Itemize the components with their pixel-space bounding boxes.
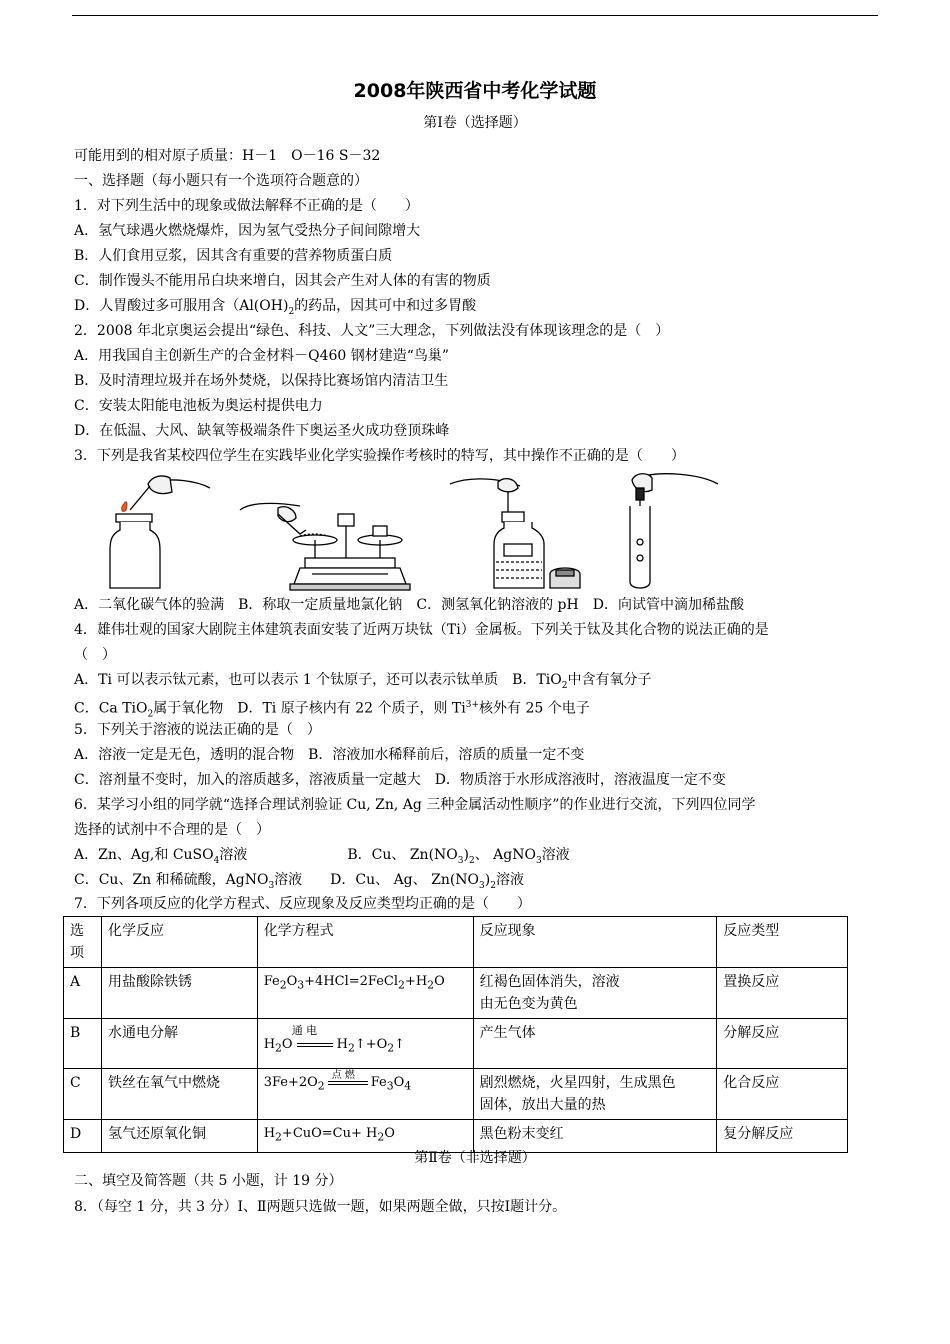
row-reaction: 水通电分解	[101, 1019, 257, 1069]
text: )	[484, 872, 491, 888]
text: H	[336, 1037, 348, 1052]
text: ↑	[394, 1037, 406, 1052]
row-option: A	[64, 968, 102, 1019]
condition-label: 点 燃	[331, 1069, 355, 1081]
table-header-row	[64, 917, 848, 968]
question-6: 6．某学习小组的同学就“选择合理试剂验证 Cu, Zn, Ag 三种金属活动性顺序”的作业进行交流，下列四位同学	[74, 797, 756, 813]
subscript: 3	[268, 880, 275, 891]
text: C．Ca TiO	[74, 700, 148, 717]
question-5: 5．下列关于溶液的说法正确的是（ ）	[74, 722, 321, 738]
table-row	[64, 1069, 848, 1120]
text: 项	[70, 945, 84, 961]
row-equation	[257, 1019, 473, 1069]
text: O	[384, 1126, 395, 1141]
row-phenomenon	[473, 968, 717, 1019]
weighing-nacl-figure	[240, 503, 410, 590]
subscript: 2	[387, 1041, 395, 1055]
text: C．Cu、Zn 和稀硫酸，AgNO	[74, 872, 269, 888]
row-type: 分解反应	[717, 1019, 848, 1069]
row-type: 置换反应	[717, 968, 848, 1019]
question-1: 1．对下列生活中的现象或做法解释不正确的是（ ）	[74, 198, 419, 214]
subscript: 2	[427, 978, 435, 992]
subscript: 3	[535, 855, 542, 866]
text: 的药品，因其可中和过多胃酸	[294, 298, 477, 314]
text: O	[393, 1075, 405, 1090]
equation-arrow	[328, 1069, 368, 1085]
section-one-heading: 一、选择题（每小题只有一个选项符合题意的）	[74, 173, 368, 189]
text: 溶液	[274, 872, 303, 888]
q2-option-c: C．安装太阳能电池板为奥运村提供电力	[74, 398, 323, 414]
text: 剧烈燃烧，火星四射，生成黑色	[479, 1075, 676, 1091]
subscript: 4	[213, 855, 220, 866]
text: +CuO=Cu+ H	[281, 1126, 378, 1141]
subscript: 3	[457, 855, 464, 866]
row-type: 复分解反应	[717, 1120, 848, 1153]
row-phenomenon	[473, 1069, 717, 1120]
superscript: 3+	[465, 700, 480, 710]
text: 溶液	[541, 847, 570, 863]
q1-option-a: A．氢气球遇火燃烧爆炸，因为氢气受热分子间间隙增大	[74, 223, 421, 239]
text: D．人胃酸过多可服用含（Al(OH)	[74, 298, 289, 314]
q2-option-b: B．及时清理垃圾并在场外焚烧，以保持比赛场馆内清洁卫生	[74, 373, 449, 389]
row-reaction: 氢气还原氧化铜	[101, 1120, 257, 1153]
subscript: 2	[398, 978, 405, 992]
q3-options: A．二氧化碳气体的验满 B．称取一定质量地氯化钠 C．测氢氧化钠溶液的 pH D．向试管中滴加稀盐酸	[74, 597, 744, 613]
text: +4HCl=2FeCl	[304, 974, 399, 989]
row-phenomenon: 黑色粉末变红	[473, 1120, 717, 1153]
equation-text	[264, 1036, 467, 1058]
row-equation	[257, 968, 473, 1019]
q4-options-cd	[74, 696, 590, 723]
subscript: 2	[275, 1130, 282, 1144]
text: 核外有 25 个电子	[479, 700, 590, 717]
text: 固体，放出大量的热	[479, 1097, 606, 1113]
q2-option-d: D．在低温、大风、缺氧等极端条件下奥运圣火成功登顶珠峰	[74, 423, 450, 439]
question-3: 3．下列是我省某校四位学生在实践毕业化学实验操作考核时的特写，其中操作不正确的是（ ）	[74, 448, 685, 464]
text: 3Fe+2O	[263, 1075, 318, 1090]
header-reaction: 化学反应	[101, 917, 257, 968]
text: 选	[70, 923, 84, 939]
text: )	[463, 847, 469, 863]
text: D．Cu、 Ag、 Zn(NO	[330, 872, 480, 888]
row-phenomenon: 产生气体	[473, 1019, 717, 1069]
header-option	[64, 917, 102, 968]
row-reaction: 铁丝在氧气中燃烧	[101, 1069, 257, 1120]
text: 红褐色固体消失，溶液	[479, 974, 620, 990]
section-two-heading: 二、填空及简答题（共 5 小题，计 19 分）	[74, 1173, 343, 1189]
text: H	[263, 1126, 276, 1141]
text: A．Ti 可以表示钛元素，也可以表示 1 个钛原子，还可以表示钛单质 B．TiO	[74, 672, 562, 688]
row-option: B	[64, 1019, 102, 1069]
q4-options-ab	[74, 671, 652, 695]
question-8: 8．（每空 1 分，共 3 分）Ⅰ、Ⅱ两题只选做一题，如果两题全做，只按Ⅰ题计分。	[74, 1199, 567, 1215]
subscript: 2	[347, 1041, 355, 1055]
subscript: 2	[561, 680, 568, 691]
text: 溶液	[495, 872, 524, 888]
reaction-table	[63, 916, 848, 1153]
atomic-mass-line: 可能用到的相对原子质量：H－1 O－16 S－32	[74, 148, 381, 164]
text: O	[434, 974, 445, 989]
subscript: 2	[377, 1130, 385, 1144]
q4-paren: （ ）	[74, 647, 116, 663]
text: 由无色变为黄色	[479, 996, 578, 1012]
header-type: 反应类型	[717, 917, 848, 968]
text: O	[286, 974, 298, 989]
page-title: 2008年陕西省中考化学试题	[353, 80, 597, 102]
header-equation: 化学方程式	[257, 917, 473, 968]
row-equation	[257, 1069, 473, 1120]
table-row	[64, 968, 848, 1019]
q1-option-b: B．人们食用豆浆，因其含有重要的营养物质蛋白质	[74, 248, 393, 264]
q5-options-cd: C．溶剂量不变时，加入的溶质越多，溶液质量一定越大 D．物质溶于水形成溶液时，溶液温度一定不变	[74, 772, 726, 788]
part-one-heading: 第Ⅰ卷（选择题）	[423, 115, 527, 131]
subscript: 2	[288, 306, 295, 317]
q1-option-d	[74, 297, 476, 321]
row-type: 化合反应	[717, 1069, 848, 1120]
row-option: C	[64, 1069, 102, 1120]
text: ↑+O	[354, 1037, 388, 1052]
subscript: 4	[404, 1079, 412, 1093]
q2-option-a: A．用我国自主创新生产的合金材料－Q460 钢材建造“鸟巢”	[74, 348, 450, 364]
text: H	[263, 1037, 276, 1052]
text: 通 电	[291, 1024, 318, 1037]
dropper-figure	[630, 474, 718, 588]
table-row	[64, 1019, 848, 1069]
text: 、 AgNO	[474, 847, 536, 863]
subscript: 2	[275, 1041, 282, 1055]
header-rule	[72, 15, 878, 16]
q6-options-ab	[74, 846, 570, 870]
header-phenomenon: 反应现象	[473, 917, 717, 968]
text: 属于氧化物 D．Ti 原子核内有 22 个质子，则 Ti	[153, 700, 466, 717]
q5-options-ab: A．溶液一定是无色，透明的混合物 B．溶液加水稀释前后，溶质的质量一定不变	[74, 747, 585, 763]
subscript: 2	[468, 855, 475, 866]
co2-test-figure	[110, 476, 210, 588]
text: O	[281, 1037, 293, 1052]
subscript: 3	[297, 978, 305, 992]
subscript: 3	[479, 880, 485, 891]
subscript: 2	[490, 880, 496, 891]
text: 中含有氧分子	[567, 672, 652, 688]
subscript: 2	[317, 1079, 325, 1093]
ph-test-figure	[450, 479, 580, 588]
q6-options-cd	[74, 871, 524, 895]
question-7: 7．下列各项反应的化学方程式、反应现象及反应类型均正确的是（ ）	[74, 896, 531, 912]
text: +H	[404, 974, 428, 989]
question-2: 2．2008 年北京奥运会提出“绿色、科技、人文”三大理念，下列做法没有体现该理念的是（ ）	[74, 323, 670, 339]
text: Fe	[370, 1075, 387, 1090]
text: Fe	[263, 974, 280, 989]
text: 溶液	[219, 847, 248, 863]
part-two-heading: 第Ⅱ卷（非选择题）	[414, 1150, 536, 1166]
subscript: 2	[147, 709, 154, 720]
equation-arrow	[297, 1043, 333, 1047]
subscript: 3	[386, 1079, 394, 1093]
question-4: 4．雄伟壮观的国家大剧院主体建筑表面安装了近两万块钛（Ti）金属板。下列关于钛及其化合物的说法正确的是	[74, 622, 769, 638]
question-6-cont: 选择的试剂中不合理的是（ ）	[74, 822, 270, 838]
row-option: D	[64, 1120, 102, 1153]
subscript: 2	[279, 978, 287, 992]
experiment-illustrations	[100, 470, 840, 595]
row-reaction: 用盐酸除铁锈	[101, 968, 257, 1019]
q1-option-c: C．制作馒头不能用吊白块来增白，因其会产生对人体的有害的物质	[74, 273, 491, 289]
text: A．Zn、Ag,和 CuSO	[74, 847, 214, 863]
condition-label	[264, 1022, 467, 1036]
text: B．Cu、 Zn(NO	[347, 847, 458, 863]
